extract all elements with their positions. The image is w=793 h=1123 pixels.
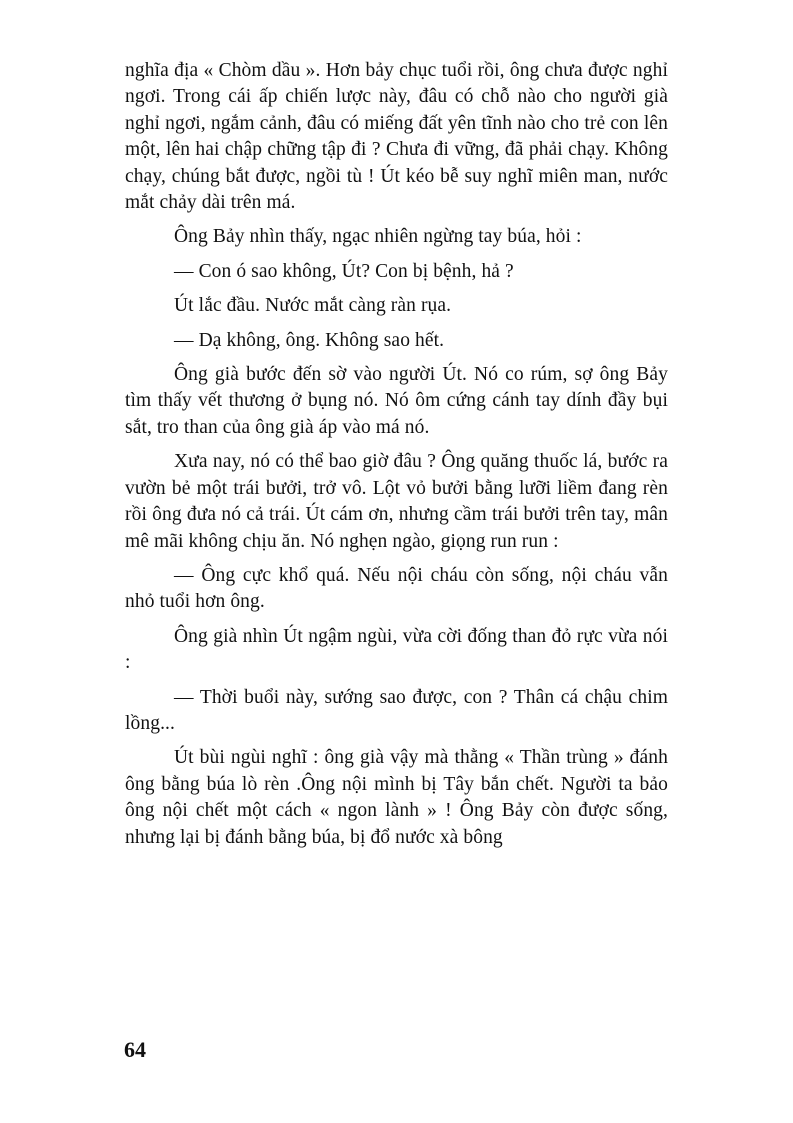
paragraph-2: Ông Bảy nhìn thấy, ngạc nhiên ngừng tay búa, hỏi : xyxy=(174,226,582,248)
dialogue-line-3: — Ông cực khổ quá. Nếu nội cháu còn sống, nội cháu vẫn nhỏ tuổi hơn ông. xyxy=(125,564,668,613)
paragraph-4: Ông già bước đến sờ vào người Út. Nó co rúm, sợ ông Bảy tìm thấy vết thương ở bụng nó. Nó ôm cứng cánh tay dính đầy bụi sắt, tro than của ông già áp vào má nó. xyxy=(125,364,668,438)
dialogue-line-1: — Con ó sao không, Út? Con bị bệnh, hả ? xyxy=(174,260,514,282)
paragraph-1: nghĩa địa « Chòm dầu ». Hơn bảy chục tuổi rồi, ông chưa được nghỉ ngơi. Trong cái ấp chiến lược này, đâu có chỗ nào cho người già nghỉ ngơi, ngắm cảnh, đâu có miếng đất yên tĩnh nào cho trẻ con lên một, lên hai chập chững tập đi ? Chưa đi vững, đã phải chạy. Không chạy, chúng bắt được, ngồi tù ! Út kéo bễ suy nghĩ miên man, nước mắt chảy dài trên má. xyxy=(125,60,668,214)
dialogue-line-2: — Dạ không, ông. Không sao hết. xyxy=(174,329,445,351)
body-text xyxy=(125,58,668,851)
paragraph-5: Xưa nay, nó có thể bao giờ đâu ? Ông quăng thuốc lá, bước ra vườn bẻ một trái bưởi, trở vô. Lột vỏ bưởi bằng lưỡi liềm đang rèn rồi ông đưa nó cả trái. Út cám ơn, nhưng cầm trái bưởi trên tay, mân mê mãi không chịu ăn. Nó nghẹn ngào, giọng run run : xyxy=(125,451,668,552)
page-number: 64 xyxy=(124,1037,146,1062)
paragraph-6: Ông già nhìn Út ngậm ngùi, vừa cời đống than đỏ rực vừa nói : xyxy=(125,625,668,674)
paragraph-3: Út lắc đầu. Nước mắt càng ràn rụa. xyxy=(174,295,452,317)
dialogue-line-4: — Thời buổi này, sướng sao được, con ? Thân cá chậu chim lồng... xyxy=(125,686,668,734)
paragraph-7: Út bùi ngùi nghĩ : ông già vậy mà thằng « Thần trùng » đánh ông bằng búa lò rèn .Ông nội mình bị Tây bắn chết. Người ta bảo ông nội chết một cách « ngon lành » ! Ông Bảy còn được sống, nhưng lại bị đánh bằng búa, bị đổ nước xà bông xyxy=(125,747,668,848)
